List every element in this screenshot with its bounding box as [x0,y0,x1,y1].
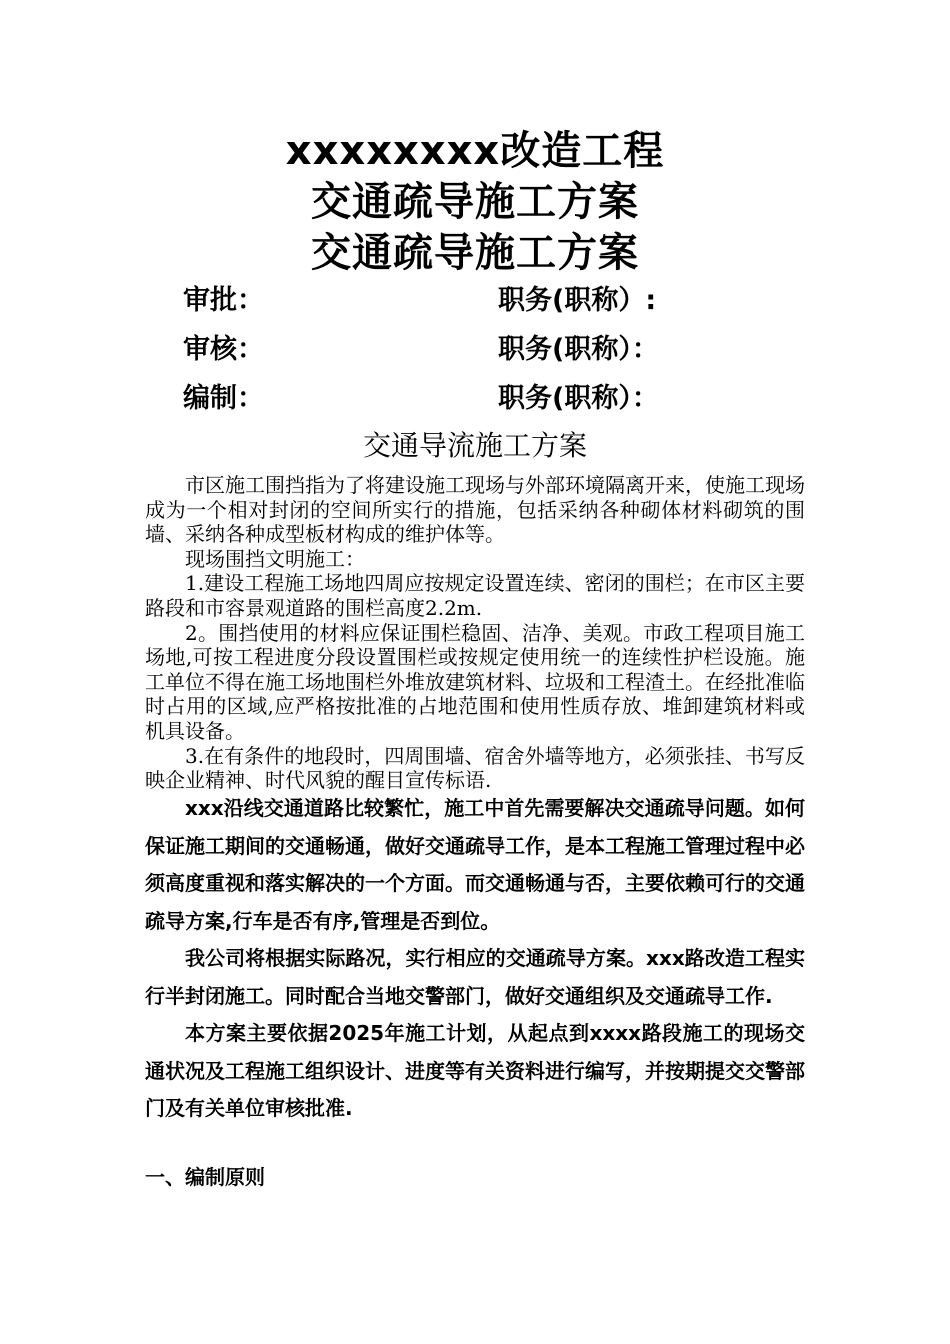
cover-title-line-1: xxxxxxxx改造工程 [285,128,665,174]
paragraph-intro: 市区施工围挡指为了将建设施工现场与外部环境隔离开来，使施工现场成为一个相对封闭的空间所实行的措施，包括采纳各种砌体材料砌筑的围墙、采纳各种成型板材构成的维护体等。 [145,473,805,547]
signature-row-review [0,330,950,370]
review-position-label: 职务(职称）： [498,334,659,365]
bold-paragraph-block [145,790,805,1128]
paragraph-item-1: 1.建设工程施工场地四周应按规定设置连续、密闭的围栏；在市区主要路段和市容景观道路的围栏高度2.2m. [145,571,805,620]
cover-title-line-3: 交通疏导施工方案 [311,230,639,276]
paragraph-traffic-busy: xxx沿线交通道路比较繁忙，施工中首先需要解决交通疏导问题。如何保证施工期间的交通畅通，做好交通疏导工作，是本工程施工管理过程中必须高度重视和落实解决的一个方面。而交通畅通与否，主要依赖可行的交通疏导方案,行车是否有序,管理是否到位。 [145,796,805,933]
signature-row-compile [0,379,950,419]
compile-position-label: 职务(职称）： [498,383,659,414]
cover-title-line-2: 交通疏导施工方案 [311,179,639,225]
paragraph-basis: 本方案主要依据2025年施工计划，从起点到xxxx路段施工的现场交通状况及工程施工组织设计、进度等有关资料进行编写，并按期提交交警部门及有关单位审核批准. [145,1021,805,1120]
serif-paragraph-block [145,473,805,793]
approve-position-label: 职务(职称）: [498,285,657,316]
compile-label: 编制： [183,383,264,414]
paragraph-item-3: 3.在有条件的地段时，四周围墙、宿舍外墙等地方，必须张挂、书写反映企业精神、时代风貌的醒目宣传标语. [145,743,805,793]
signature-row-approve [0,281,950,321]
paragraph-company-plan: 我公司将根据实际路况，实行相应的交通疏导方案。xxx路改造工程实行半封闭施工。同时配合当地交警部门，做好交通组织及交通疏导工作. [145,946,805,1008]
review-label: 审核： [183,334,264,365]
section-title: 交通导流施工方案 [362,429,587,462]
heading-compilation-principles: 一、编制原则 [145,1165,265,1189]
paragraph-civilized-construction: 现场围挡文明施工： [185,546,365,571]
approve-label: 审批： [183,285,264,316]
paragraph-item-2: 2。围挡使用的材料应保证围栏稳固、洁净、美观。市政工程项目施工场地,可按工程进度分段设置围栏或按规定使用统一的连续性护栏设施。施工单位不得在施工场地围栏外堆放建筑材料、垃圾和工程渣土。在经批准临时占用的区域,应严格按批准的占地范围和使用性质存放、堆卸建筑材料或机具设备。 [145,620,805,743]
